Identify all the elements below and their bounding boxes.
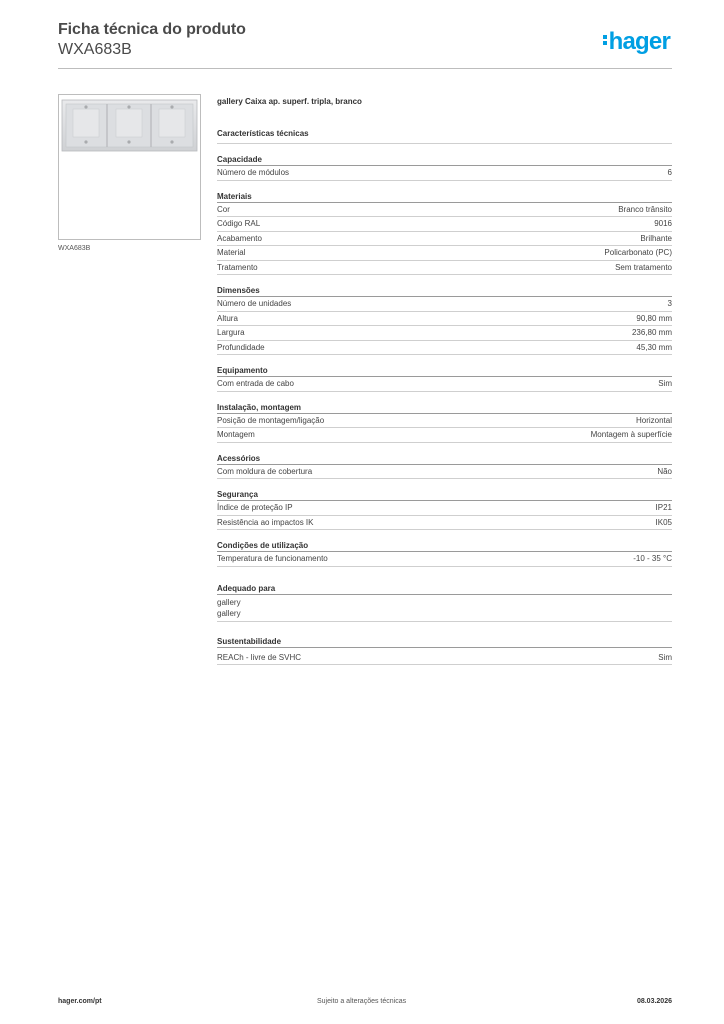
spec-value: Não [657,466,672,476]
spec-key: Número de unidades [217,299,292,308]
header-divider [58,68,672,69]
tech-heading: Características técnicas [217,129,309,138]
spec-row [217,414,672,429]
spec-value: IP21 [655,503,672,512]
spec-key: Profundidade [217,342,265,352]
group-capacidade [217,154,672,181]
group-condicoes [217,540,672,567]
document-title: Ficha técnica do produto [58,21,246,38]
spec-value: -10 - 35 °C [633,554,672,563]
hager-logo [603,28,670,56]
spec-row [217,377,672,392]
spec-key: Tratamento [217,262,258,272]
group-title: Adequado para [217,583,672,595]
spec-key: Temperatura de funcionamento [217,554,328,563]
group-instalacao [217,402,672,443]
group-title: Segurança [217,489,672,501]
footer-notice: Sujeito a alterações técnicas [317,998,407,1005]
footer-website[interactable]: hager.com/pt [58,998,102,1005]
image-caption: WXA683B [58,245,91,252]
group-title: Capacidade [217,154,672,166]
suitable-item: gallery [217,597,241,607]
group-materiais [217,191,672,276]
product-image-frame [58,94,201,240]
spec-value: Sim [658,652,672,662]
spec-value: 3 [667,299,672,308]
spec-key: REACh - livre de SVHC [217,652,302,662]
tech-heading-divider [217,143,672,144]
group-title: Dimensões [217,285,672,297]
spec-content [217,96,672,675]
spec-value: IK05 [655,517,672,527]
spec-row [217,326,672,341]
suitable-list [217,595,672,622]
spec-key: Material [217,248,246,257]
spec-value: 6 [667,168,672,177]
logo-text: hager [608,28,670,55]
spec-value: 90,80 mm [636,313,672,323]
spec-key: Índice de proteção IP [217,503,293,512]
spec-row [217,246,672,261]
group-title: Condições de utilização [217,540,672,552]
spec-value: Branco trânsito [618,204,672,214]
logo-dots-icon [603,33,608,47]
suitable-item: gallery [217,608,241,618]
spec-key: Com entrada de cabo [217,379,294,388]
spec-key: Posição de montagem/ligação [217,415,325,425]
spec-value: Horizontal [635,415,672,425]
spec-key: Resistência ao impactos IK [217,517,314,527]
spec-key: Altura [217,313,238,323]
group-sustentabilidade [217,636,672,666]
spec-row [217,428,672,443]
group-adequado [217,583,672,622]
spec-value: Montagem à superfície [590,430,672,439]
spec-row [217,203,672,218]
spec-row [217,297,672,312]
spec-key: Montagem [217,430,255,439]
spec-key: Código RAL [217,219,261,228]
spec-row [217,312,672,327]
page-header [58,20,672,70]
page-footer [58,998,672,1010]
spec-value: 236,80 mm [631,328,672,337]
spec-value: Sim [658,379,672,388]
spec-row [217,341,672,356]
spec-key: Largura [217,328,245,337]
spec-value: Policarbonato (PC) [604,248,672,257]
product-name: gallery Caixa ap. superf. tripla, branco [217,97,362,106]
footer-date: 08.03.2026 [636,998,672,1005]
spec-value: 9016 [654,219,672,228]
spec-row [217,166,672,181]
spec-row [217,516,672,531]
group-seguranca [217,489,672,530]
spec-key: Com moldura de cobertura [217,466,313,476]
spec-value: Sem tratamento [615,262,672,272]
group-title: Acessórios [217,453,672,465]
spec-row [217,232,672,247]
group-title: Sustentabilidade [217,636,672,648]
spec-key: Acabamento [217,233,262,243]
group-dimensoes [217,285,672,355]
spec-row [217,552,672,567]
spec-value: 45,30 mm [636,342,672,352]
spec-row [217,465,672,480]
group-acessorios [217,453,672,480]
group-title: Equipamento [217,365,672,377]
spec-key: Número de módulos [217,168,290,177]
spec-row [217,651,672,666]
product-code: WXA683B [58,41,132,58]
spec-row [217,501,672,516]
group-equipamento [217,365,672,392]
spec-value: Brilhante [640,233,672,243]
product-image [59,95,200,239]
spec-key: Cor [217,204,230,214]
spec-row [217,261,672,276]
group-title: Materiais [217,191,672,203]
spec-row [217,217,672,232]
group-title: Instalação, montagem [217,402,672,414]
